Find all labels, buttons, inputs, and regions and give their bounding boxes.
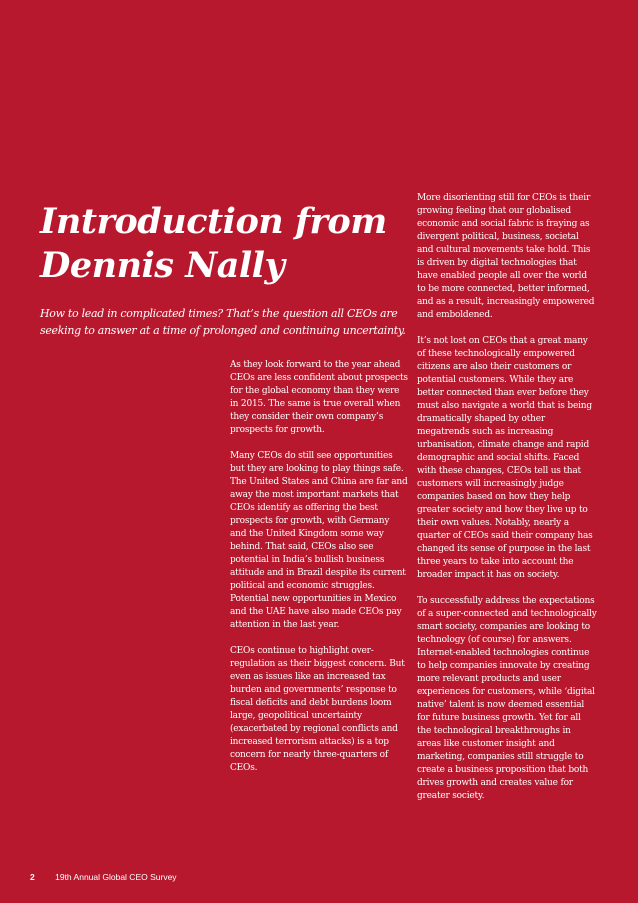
page-title xyxy=(40,200,410,288)
paragraph: As they look forward to the year ahead CEOs are less confident about prospects for the global economy than they were in 2015. The same is true overall when they consider their own company’s prospects for growth. xyxy=(230,360,408,435)
publication-name: 19th Annual Global CEO Survey xyxy=(55,872,177,882)
paragraph: CEOs continue to highlight over-regulation as their biggest concern. But even as issues like an increased tax burden and governments’ response to fiscal deficits and debt burdens loom large, geopolitical uncertainty (exacerbated by regional conflicts and increased terrorism attacks) is a top concern for nearly three-quarters of CEOs. xyxy=(230,646,405,773)
paragraph: It’s not lost on CEOs that a great many of these technologically empowered citizens are also their customers or potential customers. While they are better connected than ever before they must also navigate a world that is being dramatically shaped by other megatrends such as increasing urbanisation, climate change and rapid demographic and social shifts. Faced with these changes, CEOs tell us that customers will increasingly judge companies based on how they help greater society and how they live up to their own values. Notably, nearly a quarter of CEOs said their company has changed its sense of purpose in the last three years to take into account the broader impact it has on society. xyxy=(417,336,593,580)
subtitle: How to lead in complicated times? That’s the question all CEOs are seeking to answer at a time of prolonged and continuing uncertainty. xyxy=(40,307,406,337)
title-line-1: Introduction from xyxy=(40,201,387,242)
paragraph: More disorienting still for CEOs is their growing feeling that our globalised economic and social fabric is fraying as divergent political, business, societal and cultural movements take hold. This is driven by digital technologies that have enabled people all over the world to be more connected, better informed, and as a result, increasingly empowered and emboldened. xyxy=(417,193,595,320)
title-line-2: Dennis Nally xyxy=(40,245,285,286)
page-number: 2 xyxy=(30,872,35,882)
page-footer xyxy=(30,871,177,883)
paragraph: Many CEOs do still see opportunities but they are looking to play things safe. The United States and China are far and away the most important markets that CEOs identify as offering the best prospects for growth, with Germany and the United Kingdom some way behind. That said, CEOs also see potential in India’s bullish business attitude and in Brazil despite its current political and economic struggles. Potential new opportunities in Mexico and the UAE have also made CEOs pay attention in the last year. xyxy=(230,451,408,630)
text-column-right xyxy=(417,192,597,816)
paragraph: To successfully address the expectations of a super-connected and technologically smart society, companies are looking to technology (of course) for answers. Internet-enabled technologies continue to help companies innovate by creating more relevant products and user experiences for customers, while ‘digital native’ talent is now deemed essential for future business growth. Yet for all the technological breakthroughs in areas like customer insight and marketing, companies still struggle to create a business proposition that both drives growth and creates value for greater society. xyxy=(417,596,597,801)
text-column-middle xyxy=(230,359,408,788)
